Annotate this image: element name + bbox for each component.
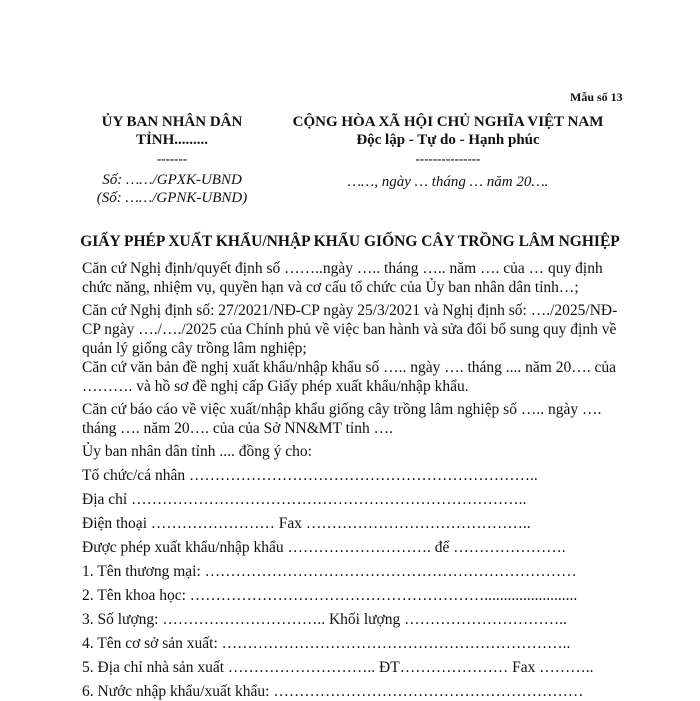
national-title: CỘNG HÒA XÃ HỘI CHỦ NGHĨA VIỆT NAM	[292, 114, 604, 130]
field-permitted: Được phép xuất khẩu/nhập khẩu ………………………. để ………………….	[82, 539, 566, 556]
legal-basis-2: Căn cứ Nghị định số: 27/2021/NĐ-CP ngày 25/3/2021 và Nghị định số: …./2025/NĐ-CP ngày …./…./2025 của Chính phủ về việc ban hành và sửa đổi bổ sung quy định về quản lý giống cây trồng lâm nghiệp;	[82, 302, 618, 357]
issue-date: ……, ngày … tháng … năm 20….	[347, 174, 549, 190]
agency-divider: -------	[156, 151, 188, 166]
field-organization: Tổ chức/cá nhân …………………………………………………………..	[82, 467, 538, 484]
field-scientific-name: 2. Tên khoa học: …………………………………………………........................	[82, 587, 578, 604]
permit-export-number: Số: ……/GPXK-UBND	[102, 172, 242, 188]
legal-basis-4: Căn cứ báo cáo về việc xuất/nhập khẩu giống cây trồng lâm nghiệp số ….. ngày …. tháng …. năm 20…. của của Sở NN&MT tỉnh ….	[82, 401, 602, 437]
legal-basis-1: Căn cứ Nghị định/quyết định số ……..ngày ….. tháng ….. năm …. của … quy định chức năng, nhiệm vụ, quyền hạn và cơ cấu tổ chức của Ủy ban nhân dân tỉnh…;	[82, 260, 603, 296]
field-producer-address: 5. Địa chỉ nhà sản xuất ……………………….. ĐT………………… Fax ………..	[82, 659, 594, 676]
field-producer: 4. Tên cơ sở sản xuất: …………………………………………………………..	[82, 635, 571, 652]
field-address: Địa chỉ …………………………………………………………………..	[82, 491, 527, 508]
agency-province: TỈNH.........	[135, 132, 209, 148]
motto-divider: ---------------	[415, 151, 481, 166]
form-number: Mẫu số 13	[570, 90, 623, 104]
permit-import-number: (Số: ……/GPNK-UBND)	[96, 190, 248, 206]
national-motto: Độc lập - Tự do - Hạnh phúc	[356, 132, 540, 148]
field-phone-fax: Điện thoại …………………… Fax ……………………………………..	[82, 515, 531, 532]
field-country: 6. Nước nhập khẩu/xuất khẩu: ……………………………………………………	[82, 683, 584, 700]
agency-name: ỦY BAN NHÂN DÂN	[101, 114, 243, 130]
document-title: GIẤY PHÉP XUẤT KHẨU/NHẬP KHẨU GIỐNG CÂY TRỒNG LÂM NGHIỆP	[80, 233, 620, 250]
legal-basis-3: Căn cứ văn bản đề nghị xuất khẩu/nhập khẩu số ….. ngày …. tháng .... năm 20…. của ………. và hồ sơ đề nghị cấp Giấy phép xuất khẩu/nhập khẩu.	[82, 359, 616, 395]
consent-line: Ủy ban nhân dân tỉnh .... đồng ý cho:	[82, 443, 312, 460]
field-trade-name: 1. Tên thương mại: ………………………………………………………………	[82, 563, 577, 580]
field-quantity: 3. Số lượng: ………………………….. Khối lượng …………………………..	[82, 611, 567, 628]
